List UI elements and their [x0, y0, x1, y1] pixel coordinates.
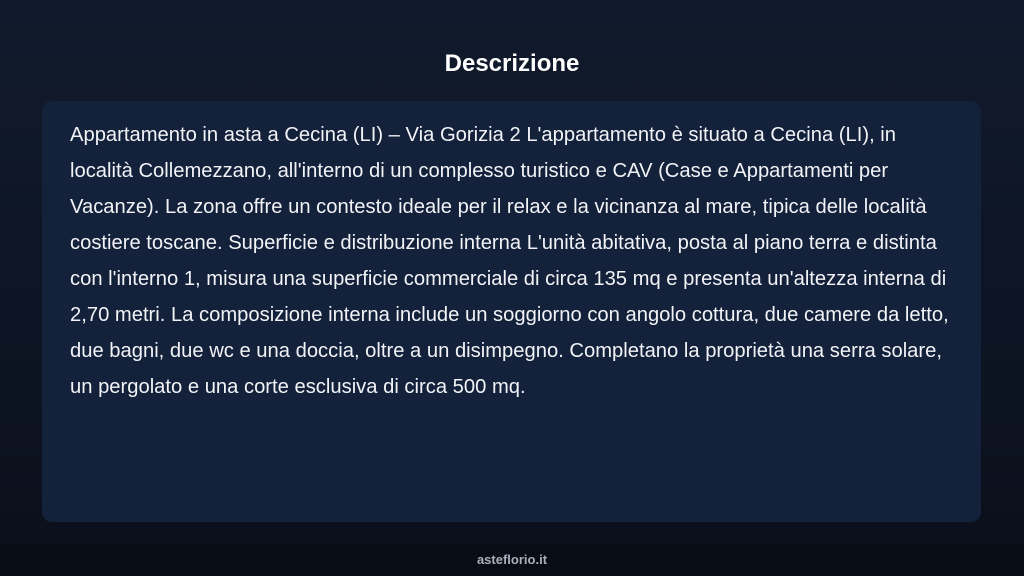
- footer-site-label: asteflorio.it: [476, 552, 548, 567]
- description-card: [42, 101, 981, 522]
- footer-bar: [0, 544, 1024, 576]
- page-title: Descrizione: [444, 50, 580, 77]
- description-text: Appartamento in asta a Cecina (LI) – Via Gorizia 2 L'appartamento è situato a Cecina (LI), in località Collemezzano, all'interno di un complesso turistico e CAV (Case e Appartamenti per Vacanze). La zona offre un contesto ideale per il relax e la vicinanza al mare, tipica delle località costiere toscane. Superficie e distribuzione interna L'unità abitativa, posta al piano terra e distinta con l'interno 1, misura una superficie commerciale di circa 135 mq e presenta un'altezza interna di 2,70 metri. La composizione interna include un soggiorno con angolo cottura, due camere da letto, due bagni, due wc e una doccia, oltre a un disimpegno. Completano la proprietà una serra solare, un pergolato e una corte esclusiva di circa 500 mq.: [70, 124, 949, 398]
